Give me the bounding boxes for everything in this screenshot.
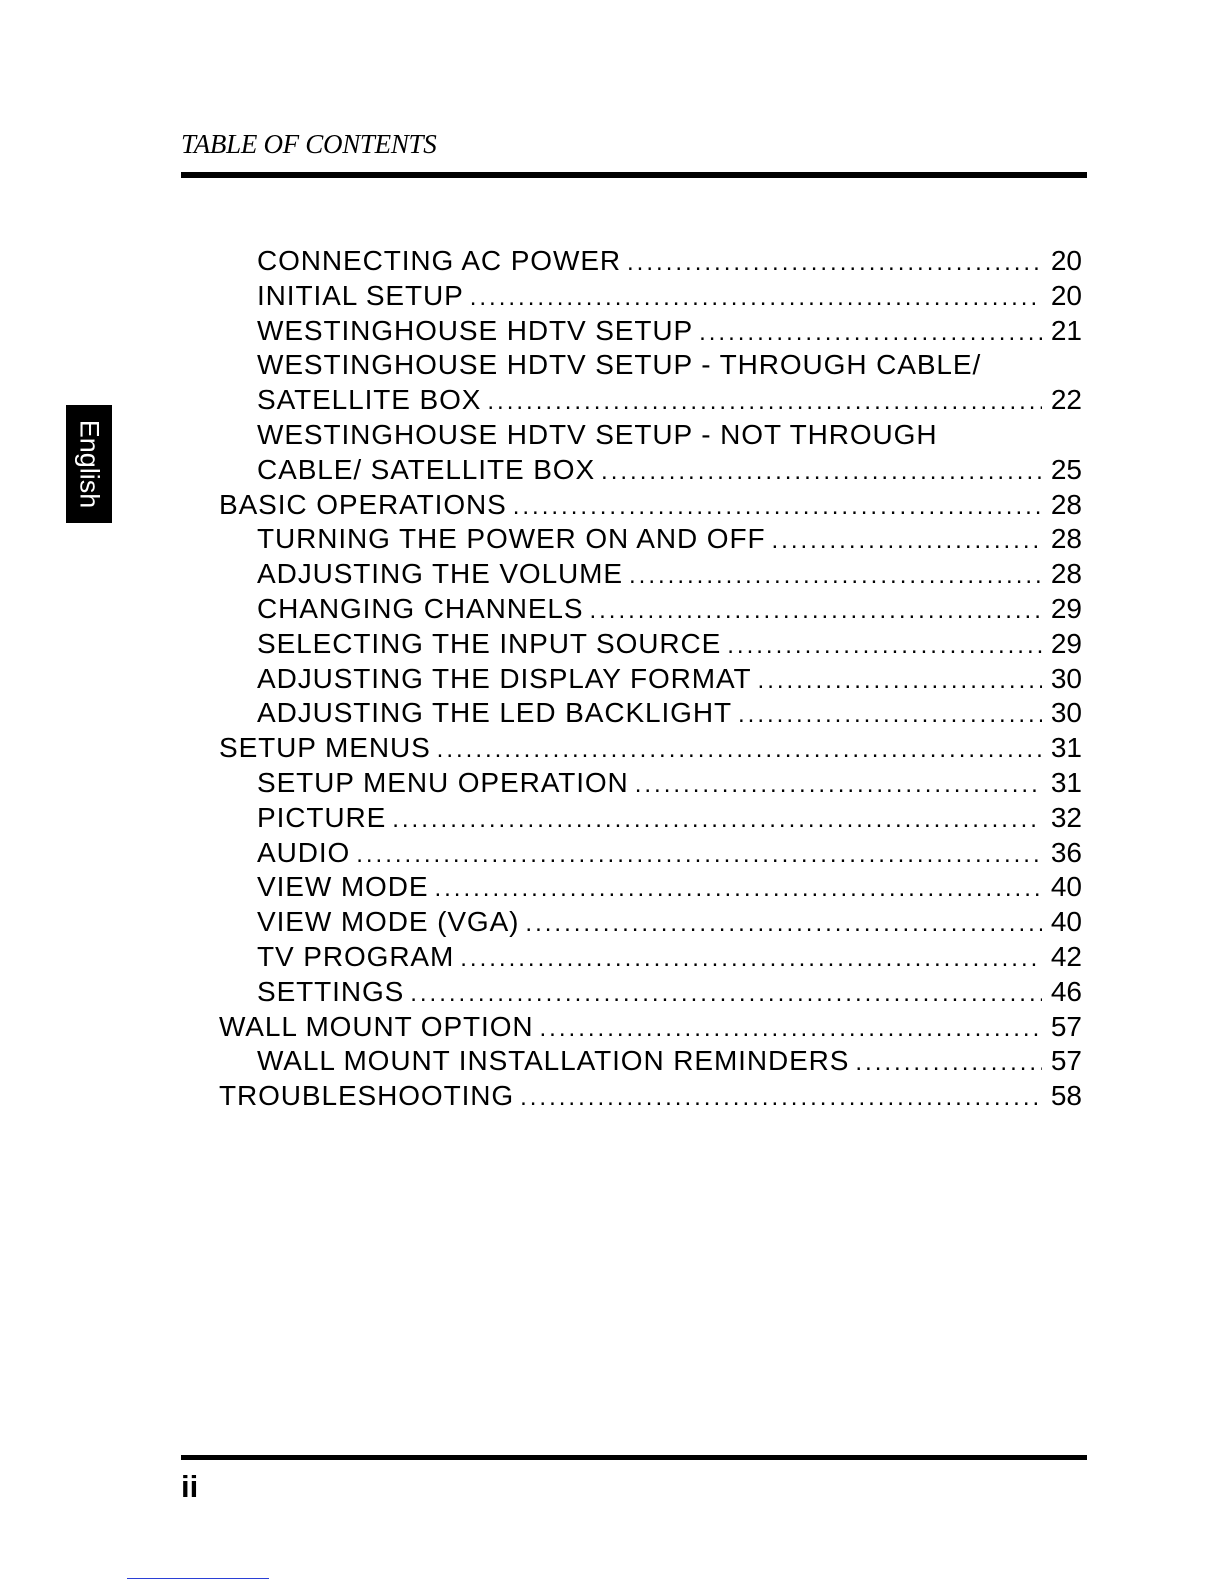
- toc-dot-leader: [738, 697, 1042, 732]
- toc-entry-page: 30: [1050, 697, 1082, 729]
- toc-entry[interactable]: [257, 765, 1082, 800]
- toc-entry-page: 57: [1050, 1010, 1082, 1042]
- toc-dot-leader: [513, 489, 1042, 524]
- toc-entry-page: 36: [1050, 836, 1082, 868]
- header-divider: [181, 172, 1087, 178]
- toc-dot-leader: [410, 976, 1042, 1011]
- toc-entry[interactable]: [219, 1078, 1082, 1113]
- toc-entry[interactable]: [257, 626, 1082, 661]
- toc-entry-title: ADJUSTING THE VOLUME: [257, 558, 623, 590]
- toc-entry-title: CHANGING CHANNELS: [257, 593, 584, 624]
- bottom-edge-line: [127, 1578, 269, 1579]
- page-header-title: TABLE OF CONTENTS: [181, 129, 437, 159]
- page-number: ii: [181, 1469, 199, 1504]
- toc-entry-title: WALL MOUNT OPTION: [219, 1010, 534, 1042]
- toc-entry-page: 20: [1050, 245, 1082, 276]
- footer-divider: [181, 1455, 1087, 1460]
- toc-entry-title: WESTINGHOUSE HDTV SETUP - THROUGH CABLE/: [257, 349, 982, 381]
- toc-entry[interactable]: [257, 347, 1082, 382]
- toc-entry-title: SELECTING THE INPUT SOURCE: [257, 627, 722, 659]
- toc-entry-title: WESTINGHOUSE HDTV SETUP: [257, 314, 694, 346]
- toc-entry-title: SATELLITE BOX: [257, 384, 482, 416]
- toc-dot-leader: [855, 1045, 1042, 1080]
- toc-entry[interactable]: [257, 661, 1082, 696]
- toc-entry[interactable]: [219, 487, 1082, 522]
- toc-entry[interactable]: [257, 800, 1082, 835]
- toc-dot-leader: [699, 315, 1042, 350]
- toc-entry[interactable]: [257, 835, 1082, 870]
- toc-entry-title: SETUP MENU OPERATION: [257, 767, 629, 798]
- toc-dot-leader: [635, 767, 1042, 802]
- toc-entry[interactable]: [257, 313, 1082, 348]
- toc-entry[interactable]: [219, 730, 1082, 765]
- toc-entry[interactable]: [257, 556, 1082, 591]
- toc-entry-page: 58: [1050, 1080, 1082, 1112]
- toc-entry[interactable]: [257, 869, 1082, 904]
- toc-entry-page: 31: [1050, 732, 1082, 764]
- toc-entry-page: 40: [1050, 906, 1082, 938]
- toc-dot-leader: [470, 280, 1042, 315]
- toc-entry[interactable]: [257, 591, 1082, 626]
- toc-entry-title: INITIAL SETUP: [257, 279, 464, 311]
- toc-dot-leader: [627, 245, 1042, 280]
- toc-entry-title: SETTINGS: [257, 975, 405, 1007]
- toc-dot-leader: [460, 941, 1042, 976]
- toc-entry-title: BASIC OPERATIONS: [219, 488, 507, 520]
- toc-dot-leader: [771, 523, 1042, 558]
- toc-dot-leader: [758, 663, 1042, 698]
- toc-entry-page: 29: [1050, 593, 1082, 624]
- toc-dot-leader: [727, 628, 1042, 663]
- toc-dot-leader: [434, 871, 1042, 906]
- toc-entry-page: 30: [1050, 662, 1082, 694]
- toc-entry-page: 21: [1050, 314, 1082, 346]
- toc-entry[interactable]: [257, 243, 1082, 278]
- toc-entry[interactable]: [257, 1043, 1082, 1078]
- toc-entry[interactable]: [257, 939, 1082, 974]
- toc-entry-title: TV PROGRAM: [257, 941, 455, 972]
- toc-dot-leader: [629, 558, 1042, 593]
- toc-entry-title: ADJUSTING THE LED BACKLIGHT: [257, 697, 732, 729]
- toc-dot-leader: [392, 802, 1042, 837]
- toc-entry-page: 28: [1050, 523, 1082, 555]
- toc-entry-title: TURNING THE POWER ON AND OFF: [257, 523, 766, 555]
- toc-entry-page: 25: [1050, 453, 1082, 485]
- toc-entry-page: 28: [1050, 558, 1082, 590]
- language-tab-label: English: [74, 419, 104, 509]
- toc-entry-page: 31: [1050, 767, 1082, 798]
- toc-entry[interactable]: [257, 417, 1082, 452]
- toc-entry[interactable]: [257, 382, 1082, 417]
- toc-dot-leader: [601, 454, 1042, 489]
- toc-entry-title: CONNECTING AC POWER: [257, 245, 622, 276]
- toc-entry-title: PICTURE: [257, 801, 387, 833]
- toc-entry[interactable]: [257, 695, 1082, 730]
- toc-entry-title: WALL MOUNT INSTALLATION REMINDERS: [257, 1045, 850, 1077]
- toc-entry[interactable]: [219, 1009, 1082, 1044]
- toc-entry-title: AUDIO: [257, 836, 351, 868]
- toc-entry[interactable]: [257, 974, 1082, 1009]
- toc-entry-page: 20: [1050, 279, 1082, 311]
- toc-entry-title: TROUBLESHOOTING: [219, 1080, 515, 1112]
- toc-entry-title: CABLE/ SATELLITE BOX: [257, 453, 596, 485]
- toc-entry-page: 42: [1050, 941, 1082, 972]
- toc-entry-page: 28: [1050, 488, 1082, 520]
- toc-entry-page: 22: [1050, 384, 1082, 416]
- toc-entry-page: 40: [1050, 871, 1082, 903]
- toc-entry-title: VIEW MODE: [257, 871, 429, 903]
- toc-entry-title: ADJUSTING THE DISPLAY FORMAT: [257, 662, 752, 694]
- toc-dot-leader: [487, 384, 1042, 419]
- toc-entry-page: 46: [1050, 975, 1082, 1007]
- toc-entry[interactable]: [257, 278, 1082, 313]
- toc-entry[interactable]: [257, 521, 1082, 556]
- toc-dot-leader: [525, 906, 1042, 941]
- toc-entry-title: WESTINGHOUSE HDTV SETUP - NOT THROUGH: [257, 419, 938, 450]
- toc-entry-title: VIEW MODE (VGA): [257, 906, 520, 938]
- toc-dot-leader: [520, 1080, 1042, 1115]
- toc-entry-title: SETUP MENUS: [219, 732, 431, 764]
- toc-dot-leader: [356, 837, 1042, 872]
- toc-entry-page: 57: [1050, 1045, 1082, 1077]
- language-tab: [66, 405, 112, 523]
- toc-entry[interactable]: [257, 904, 1082, 939]
- toc-entry-page: 29: [1050, 627, 1082, 659]
- toc-dot-leader: [589, 593, 1042, 628]
- toc-entry-page: 32: [1050, 801, 1082, 833]
- toc-dot-leader: [437, 732, 1042, 767]
- toc-dot-leader: [540, 1011, 1042, 1046]
- toc-entry[interactable]: [257, 452, 1082, 487]
